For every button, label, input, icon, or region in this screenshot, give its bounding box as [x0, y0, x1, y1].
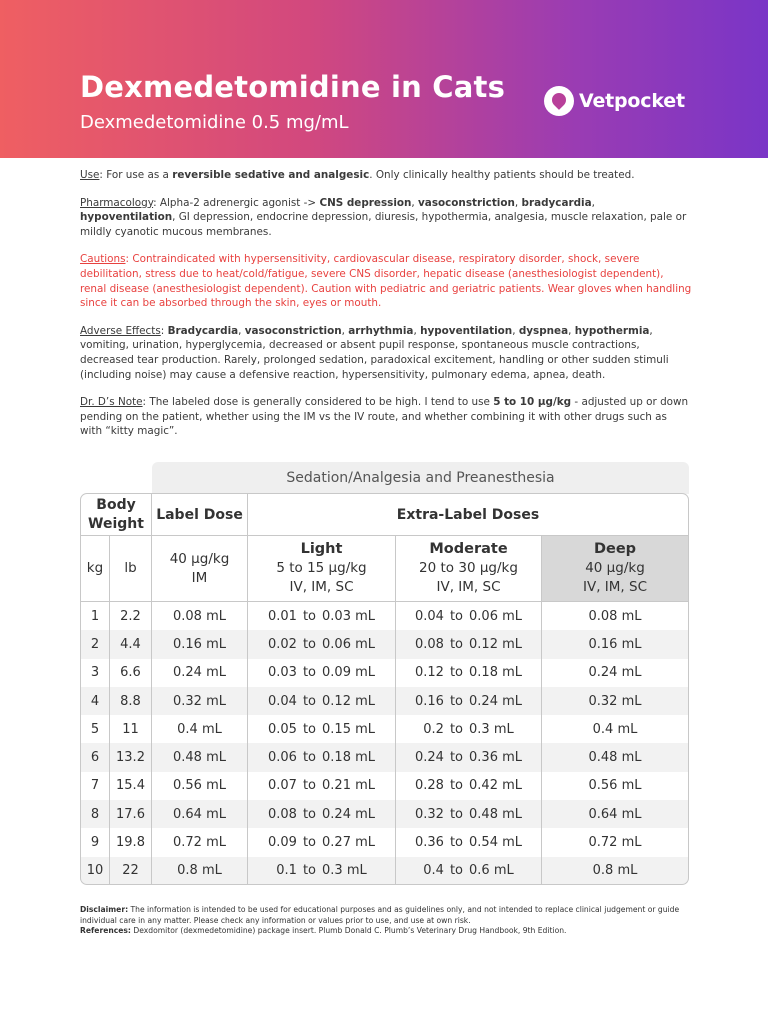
label-dose-cell: 0.64 mL — [152, 800, 248, 828]
range-start: 0.08 — [268, 806, 297, 822]
references-text: Dexdomitor (dexmedetomidine) package insert. Plumb Donald C. Plumb’s Veterinary Drug Handbook, 9th Edition. — [130, 926, 567, 936]
table-row — [80, 630, 689, 658]
light-dose-cell — [248, 715, 396, 743]
range-start: 0.28 — [415, 778, 444, 794]
range-end: 0.09 mL — [322, 665, 375, 681]
adverse-text: , — [341, 324, 349, 337]
drug-info — [80, 168, 692, 452]
lb-cell: 19.8 — [110, 828, 152, 856]
range-end: 0.18 mL — [322, 750, 375, 766]
adverse-text: , — [512, 324, 519, 337]
range-end: 0.21 mL — [322, 778, 375, 794]
range-to: to — [449, 693, 464, 709]
kg-cell: 9 — [80, 828, 110, 856]
range-end: 0.03 mL — [322, 608, 375, 624]
range-to: to — [449, 750, 464, 766]
range-start: 0.4 — [423, 862, 444, 878]
kg-cell: 6 — [80, 743, 110, 771]
note-text: : The labeled dose is generally considered to be high. I tend to use — [142, 396, 494, 409]
label-dose-cell: 0.8 mL — [152, 857, 248, 885]
pharm-bold: hypoventilation — [80, 211, 173, 224]
lb-cell: 11 — [110, 715, 152, 743]
light-dose-cell — [248, 772, 396, 800]
label-dose-header: Label Dose — [152, 493, 248, 536]
logo-text: Vetpocket — [579, 90, 685, 112]
references-label: References: — [80, 926, 131, 936]
range-start: 0.05 — [268, 721, 297, 737]
kg-cell: 5 — [80, 715, 110, 743]
use-label: Use — [80, 169, 100, 181]
table-row — [80, 857, 689, 885]
note-text: - adjusted up or down pending on the patient, whether using the IM vs the IV route, and whether combining it with other drugs such as with “kitty magic”. — [80, 396, 689, 438]
range-to: to — [302, 721, 317, 737]
range-end: 0.42 mL — [469, 778, 522, 794]
use-bold: reversible sedative and analgesic — [172, 169, 370, 181]
header-banner — [0, 0, 768, 158]
page-subtitle: Dexmedetomidine 0.5 mg/mL — [80, 112, 349, 133]
moderate-dose: 20 to 30 µg/kg — [419, 560, 518, 576]
note-bold: 5 to 10 µg/kg — [493, 396, 572, 409]
range-to: to — [449, 778, 464, 794]
doctor-note-paragraph — [80, 395, 692, 439]
light-route: IV, IM, SC — [289, 579, 354, 595]
range-end: 0.24 mL — [469, 693, 522, 709]
range-end: 0.18 mL — [469, 665, 522, 681]
range-start: 0.36 — [415, 835, 444, 851]
light-dose: 5 to 15 µg/kg — [276, 560, 367, 576]
range-end: 0.3 mL — [322, 862, 367, 878]
use-text: . Only clinically healthy patients should be treated. — [369, 169, 635, 181]
lb-cell: 17.6 — [110, 800, 152, 828]
pharm-bold: CNS depression — [319, 196, 412, 209]
cautions-paragraph — [80, 252, 692, 310]
label-dose-cell: 0.56 mL — [152, 772, 248, 800]
adverse-bold: arrhythmia — [348, 324, 414, 337]
range-start: 0.24 — [415, 750, 444, 766]
light-dose-cell — [248, 630, 396, 658]
range-to: to — [302, 835, 317, 851]
disclaimer-label: Disclaimer: — [80, 905, 129, 914]
label-dose-cell: 0.16 mL — [152, 630, 248, 658]
cautions-text: : Contraindicated with hypersensitivity, cardiovascular disease, respiratory disorder, shock, severe debilitation, stress due to heat/cold/fatigue, severe CNS disorder, hepatic disease (anesthesiologist dependent), renal disease (anesthesiologist dependent). Caution with pediatric and geriatric patients. Wear gloves when handling since it can be absorbed through the skin, eyes or mouth. — [80, 253, 692, 310]
kg-cell: 2 — [80, 630, 110, 658]
kg-cell: 8 — [80, 800, 110, 828]
light-name: Light — [300, 541, 343, 557]
deep-dose-cell: 0.08 mL — [542, 602, 689, 630]
table-row — [80, 743, 689, 771]
adverse-text: : — [160, 324, 168, 337]
moderate-name: Moderate — [429, 541, 508, 557]
range-start: 0.01 — [268, 608, 297, 624]
range-start: 0.16 — [415, 693, 444, 709]
cautions-label: Cautions — [80, 253, 126, 266]
kg-header: kg — [80, 536, 110, 602]
adverse-label: Adverse Effects — [80, 324, 161, 337]
section-title: Sedation/Analgesia and Preanesthesia — [152, 462, 689, 494]
table-row — [80, 715, 689, 743]
dosing-table — [80, 493, 689, 885]
moderate-dose-cell — [396, 857, 542, 885]
label-dose-cell: 0.32 mL — [152, 687, 248, 715]
adverse-text: , — [238, 324, 245, 337]
use-text: : For use as a — [99, 169, 173, 181]
adverse-bold: vasoconstriction — [244, 324, 342, 337]
label-dose-value: 40 µg/kg — [169, 550, 230, 567]
label-dose-cell: 0.4 mL — [152, 715, 248, 743]
adverse-text: , — [413, 324, 421, 337]
range-to: to — [302, 665, 317, 681]
kg-cell: 7 — [80, 772, 110, 800]
range-start: 0.04 — [415, 608, 444, 624]
range-start: 0.04 — [268, 693, 297, 709]
label-dose-cell: 0.24 mL — [152, 659, 248, 687]
deep-dose-cell: 0.16 mL — [542, 630, 689, 658]
deep-name: Deep — [593, 541, 637, 557]
deep-dose-cell: 0.48 mL — [542, 743, 689, 771]
deep-dose-cell: 0.4 mL — [542, 715, 689, 743]
light-dose-cell — [248, 687, 396, 715]
moderate-dose-cell — [396, 630, 542, 658]
adverse-text: , — [568, 324, 575, 337]
lb-cell: 13.2 — [110, 743, 152, 771]
range-to: to — [302, 693, 317, 709]
kg-cell: 1 — [80, 602, 110, 630]
pharm-bold: vasoconstriction — [418, 196, 515, 209]
range-to: to — [449, 806, 464, 822]
extra-label-header: Extra-Label Doses — [248, 493, 689, 536]
light-dose-cell — [248, 659, 396, 687]
range-start: 0.08 — [415, 636, 444, 652]
range-to: to — [302, 806, 317, 822]
pharm-text: , GI depression, endocrine depression, diuresis, hypothermia, analgesia, muscle relaxation, pale or mildly cyanotic mucous membranes. — [80, 211, 687, 238]
range-end: 0.15 mL — [322, 721, 375, 737]
deep-dose-cell: 0.24 mL — [542, 659, 689, 687]
moderate-dose-cell — [396, 687, 542, 715]
table-row — [80, 659, 689, 687]
range-start: 0.06 — [268, 750, 297, 766]
label-dose-cell: 0.08 mL — [152, 602, 248, 630]
adverse-text: , vomiting, urination, hyperglycemia, decreased or absent pupil response, spontaneous muscle contractions, decreased tear production. Rarely, prolonged sedation, paradoxical excitement, handling or other sudden stimuli (including noise) may cause a defensive reaction, hypersensitivity, pulmonary edema, apnea, death. — [80, 324, 669, 381]
range-to: to — [302, 778, 317, 794]
label-dose-subheader — [152, 536, 248, 602]
pharmacology-label: Pharmacology — [80, 196, 154, 209]
deep-dose-cell: 0.56 mL — [542, 772, 689, 800]
range-to: to — [449, 835, 464, 851]
lb-header: lb — [110, 536, 152, 602]
pharm-text: , — [411, 196, 419, 209]
range-end: 0.3 mL — [469, 721, 514, 737]
adverse-bold: hypothermia — [574, 324, 650, 337]
dosing-table-body — [80, 602, 689, 885]
adverse-bold: dyspnea — [518, 324, 569, 337]
range-end: 0.54 mL — [469, 835, 522, 851]
range-to: to — [449, 721, 464, 737]
label-dose-route: IM — [191, 569, 208, 586]
moderate-route: IV, IM, SC — [436, 579, 501, 595]
kg-cell: 3 — [80, 659, 110, 687]
lb-cell: 6.6 — [110, 659, 152, 687]
lb-cell: 22 — [110, 857, 152, 885]
range-start: 0.02 — [268, 636, 297, 652]
range-to: to — [302, 862, 317, 878]
footer — [80, 905, 692, 937]
kg-cell: 4 — [80, 687, 110, 715]
range-end: 0.27 mL — [322, 835, 375, 851]
light-header — [248, 536, 396, 602]
pharm-text: : Alpha-2 adrenergic agonist -> — [153, 196, 320, 209]
range-start: 0.07 — [268, 778, 297, 794]
range-start: 0.32 — [415, 806, 444, 822]
deep-dose-cell: 0.8 mL — [542, 857, 689, 885]
range-end: 0.24 mL — [322, 806, 375, 822]
label-dose-cell: 0.72 mL — [152, 828, 248, 856]
range-to: to — [449, 608, 464, 624]
moderate-dose-cell — [396, 772, 542, 800]
light-dose-cell — [248, 828, 396, 856]
lb-cell: 2.2 — [110, 602, 152, 630]
range-end: 0.06 mL — [322, 636, 375, 652]
adverse-bold: Bradycardia — [167, 324, 239, 337]
moderate-dose-cell — [396, 602, 542, 630]
range-end: 0.12 mL — [322, 693, 375, 709]
table-row — [80, 800, 689, 828]
kg-cell: 10 — [80, 857, 110, 885]
pharm-bold: bradycardia — [521, 196, 592, 209]
table-row — [80, 602, 689, 630]
range-end: 0.06 mL — [469, 608, 522, 624]
moderate-dose-cell — [396, 659, 542, 687]
lb-cell: 4.4 — [110, 630, 152, 658]
range-start: 0.12 — [415, 665, 444, 681]
range-end: 0.12 mL — [469, 636, 522, 652]
label-dose-cell: 0.48 mL — [152, 743, 248, 771]
range-start: 0.2 — [423, 721, 444, 737]
deep-dose: 40 µg/kg — [585, 560, 645, 576]
light-dose-cell — [248, 602, 396, 630]
moderate-dose-cell — [396, 828, 542, 856]
moderate-dose-cell — [396, 800, 542, 828]
moderate-dose-cell — [396, 715, 542, 743]
table-row — [80, 828, 689, 856]
range-start: 0.03 — [268, 665, 297, 681]
deep-dose-cell: 0.72 mL — [542, 828, 689, 856]
pharmacology-paragraph — [80, 196, 692, 240]
moderate-dose-cell — [396, 743, 542, 771]
range-to: to — [449, 862, 464, 878]
range-to: to — [302, 750, 317, 766]
range-end: 0.6 mL — [469, 862, 514, 878]
pharm-text: , — [591, 196, 595, 209]
light-dose-cell — [248, 857, 396, 885]
table-row — [80, 772, 689, 800]
light-dose-cell — [248, 800, 396, 828]
deep-header — [542, 536, 689, 602]
range-to: to — [302, 636, 317, 652]
range-end: 0.48 mL — [469, 806, 522, 822]
lb-cell: 15.4 — [110, 772, 152, 800]
use-paragraph — [80, 168, 692, 183]
range-to: to — [302, 608, 317, 624]
page-title: Dexmedetomidine in Cats — [80, 70, 506, 104]
disclaimer-text: The information is intended to be used for educational purposes and as guidelines only, and not intended to replace clinical judgement or guide individual care in any matter. Please check any information or values prior to use, and use at own risk. — [80, 905, 680, 925]
range-start: 0.1 — [276, 862, 297, 878]
range-start: 0.09 — [268, 835, 297, 851]
range-end: 0.36 mL — [469, 750, 522, 766]
pharm-text: , — [514, 196, 522, 209]
lb-cell: 8.8 — [110, 687, 152, 715]
deep-dose-cell: 0.32 mL — [542, 687, 689, 715]
adverse-effects-paragraph — [80, 324, 692, 382]
deep-dose-cell: 0.64 mL — [542, 800, 689, 828]
range-to: to — [449, 665, 464, 681]
adverse-bold: hypoventilation — [420, 324, 513, 337]
light-dose-cell — [248, 743, 396, 771]
deep-route: IV, IM, SC — [582, 579, 647, 595]
vetpocket-logo-icon — [544, 86, 574, 116]
moderate-header — [396, 536, 542, 602]
table-row — [80, 687, 689, 715]
range-to: to — [449, 636, 464, 652]
note-label: Dr. D’s Note — [80, 396, 143, 409]
body-weight-header: Body Weight — [80, 493, 152, 536]
vetpocket-logo — [544, 86, 685, 116]
